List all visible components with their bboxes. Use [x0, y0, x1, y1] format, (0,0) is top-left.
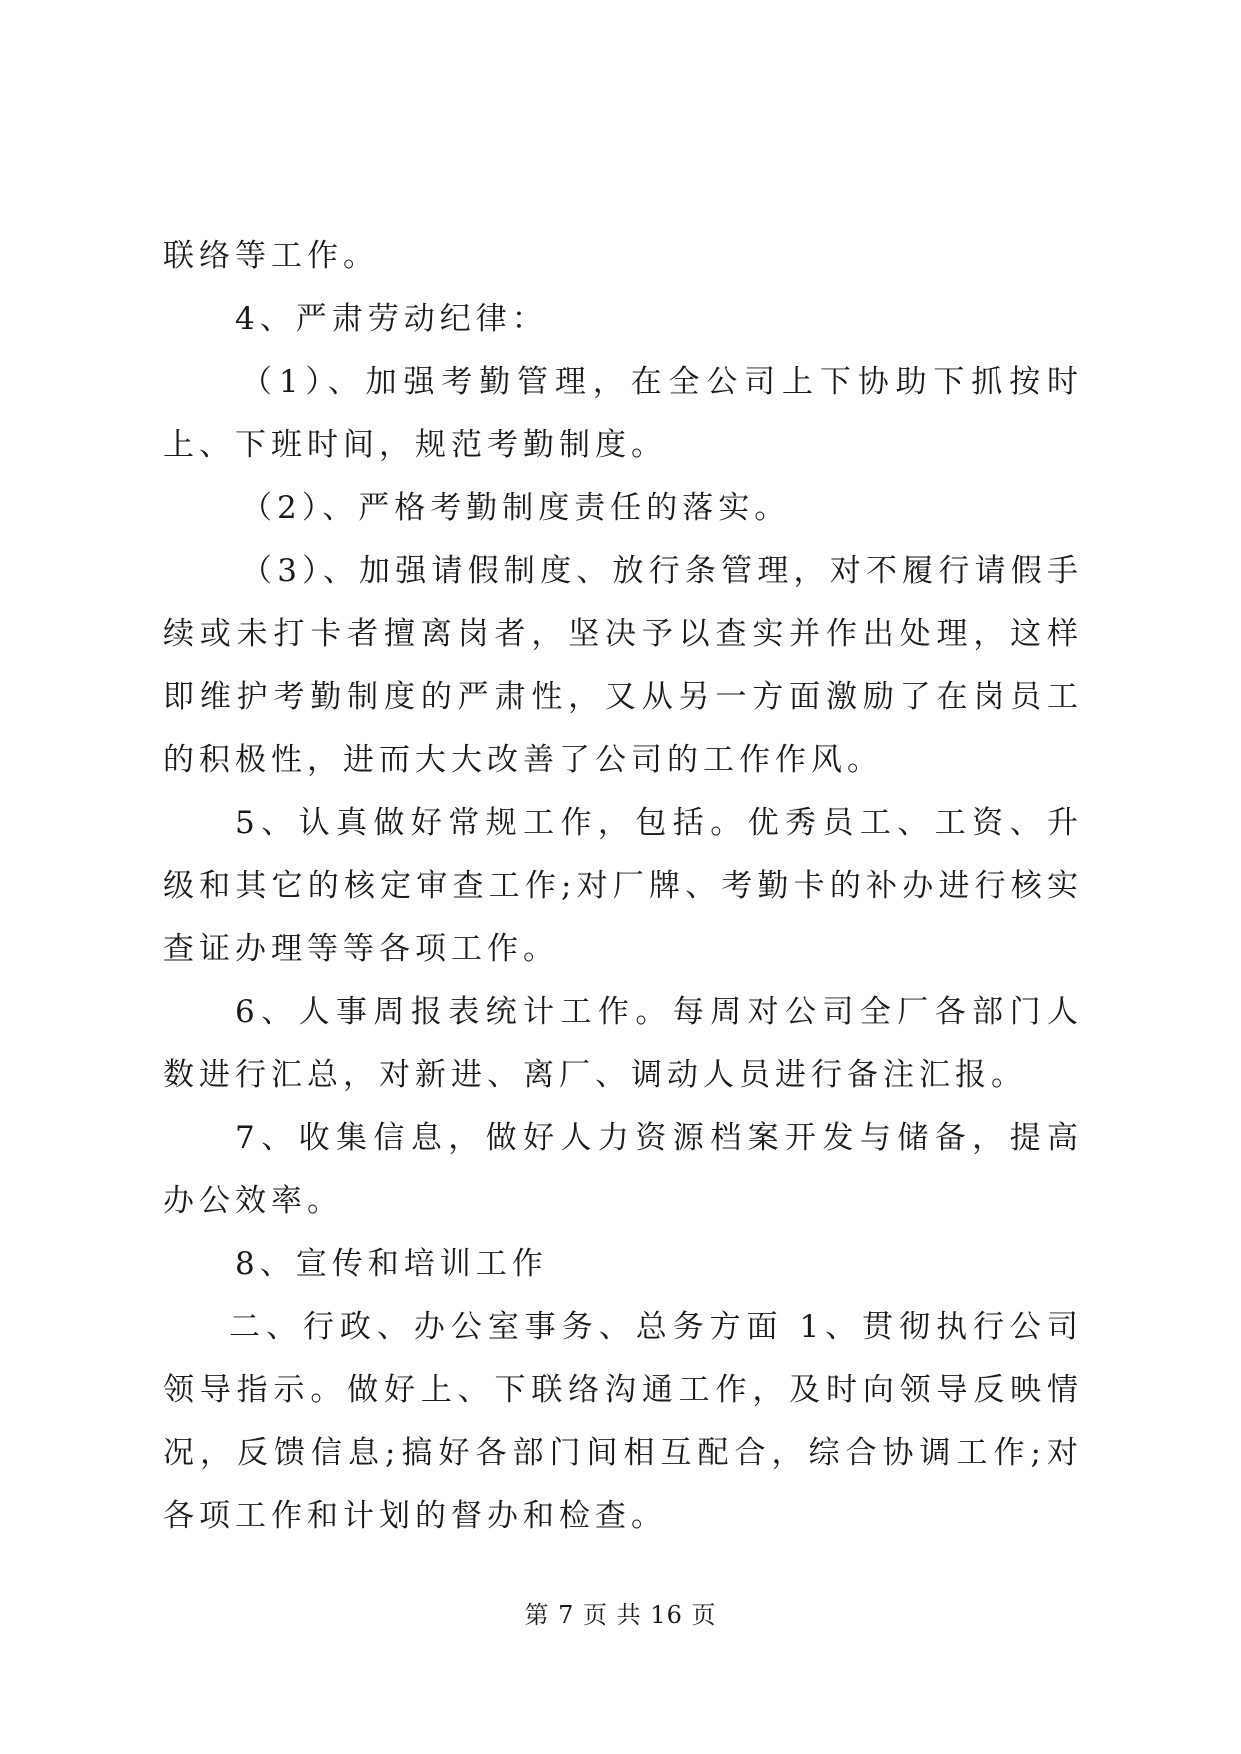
paragraph: 6、人事周报表统计工作。每周对公司全厂各部门人数进行汇总，对新进、离厂、调动人员进行备注汇报。	[163, 994, 1083, 1093]
document-body	[163, 225, 1083, 1548]
paragraph: （2）、严格考勤制度责任的落实。	[241, 490, 791, 526]
paragraph: 联络等工作。	[163, 238, 379, 274]
paragraph: （1）、加强考勤管理，在全公司上下协助下抓按时上、下班时间，规范考勤制度。	[163, 364, 1083, 463]
paragraph: 二、行政、办公室事务、总务方面 1、贯彻执行公司领导指示。做好上、下联络沟通工作，及时向领导反映情况，反馈信息;搞好各部门间相互配合，综合协调工作;对各项工作和计划的督办和检查。	[163, 1309, 1083, 1534]
paragraph: 4、严肃劳动纪律：	[235, 301, 548, 337]
paragraph: 7、收集信息，做好人力资源档案开发与储备，提高办公效率。	[163, 1120, 1083, 1219]
page-number-footer: 第 7 页 共 16 页	[524, 1601, 717, 1629]
paragraph: 5、认真做好常规工作，包括。优秀员工、工资、升级和其它的核定审查工作;对厂牌、考勤卡的补办进行核实查证办理等等各项工作。	[163, 805, 1083, 967]
paragraph: （3）、加强请假制度、放行条管理，对不履行请假手续或未打卡者擅离岗者，坚决予以查实并作出处理，这样即维护考勤制度的严肃性，又从另一方面激励了在岗员工的积极性，进而大大改善了公司的工作作风。	[163, 553, 1083, 778]
paragraph: 8、宣传和培训工作	[235, 1246, 548, 1282]
